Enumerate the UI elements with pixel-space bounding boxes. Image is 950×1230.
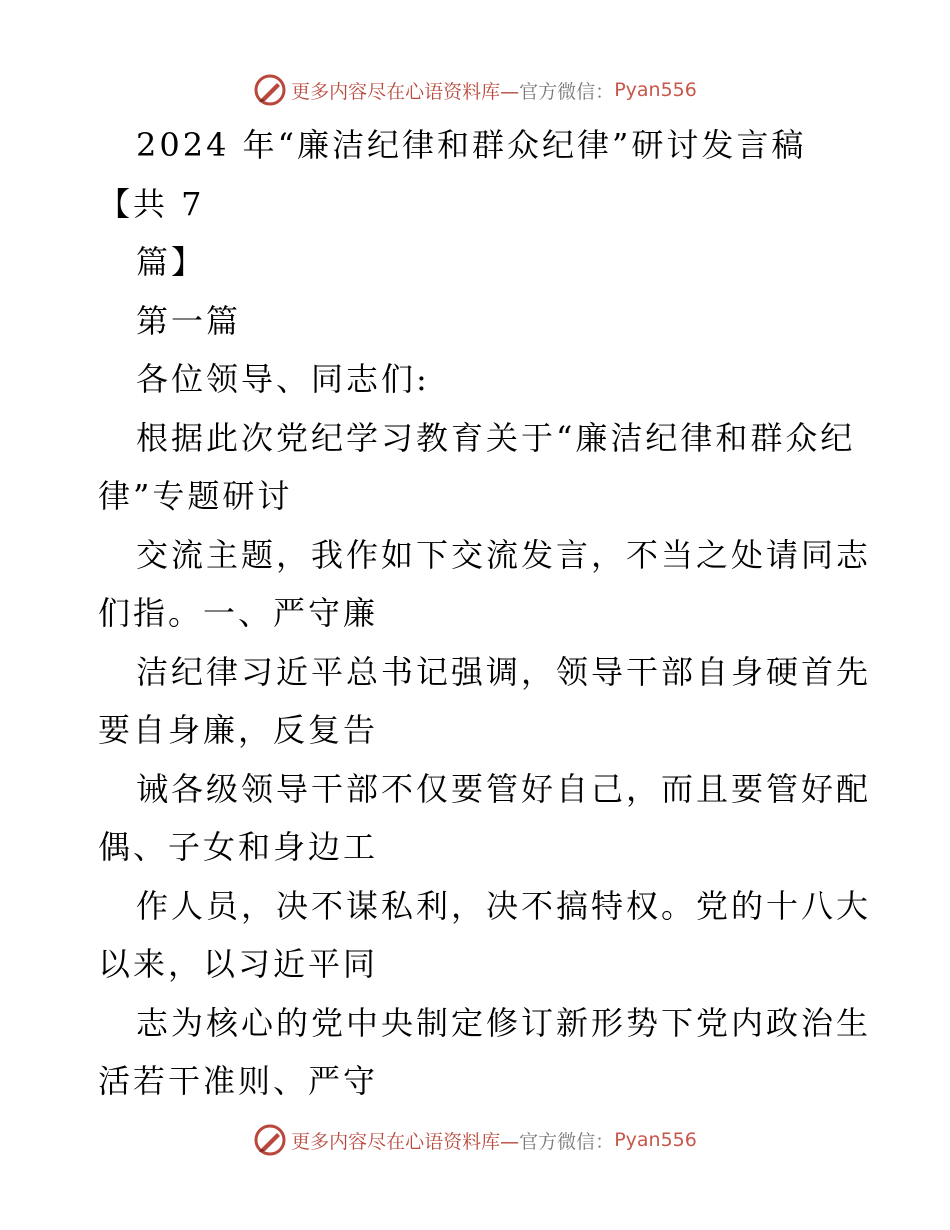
salutation: 各位领导、同志们: — [136, 360, 430, 398]
document-title: 2024 年“廉洁纪律和群众纪律”研讨发言稿 — [136, 126, 807, 164]
footer-banner — [0, 1120, 950, 1160]
text-line: 律”专题研讨 — [98, 477, 293, 515]
header-banner — [0, 70, 950, 110]
section-heading: 第一篇 — [136, 301, 242, 340]
header-text: 更多内容尽在心语资料库— — [291, 80, 520, 103]
text-line: 志为核心的党中央制定修订新形势下党内政治生 — [136, 1003, 872, 1042]
pen-logo-icon — [253, 1123, 287, 1157]
text-line: 根据此次党纪学习教育关于“廉洁纪律和群众纪 — [136, 418, 856, 457]
text-line: 偶、子女和身边工 — [98, 828, 379, 866]
text-line: 洁纪律习近平总书记强调，领导干部自身硬首先 — [136, 652, 872, 691]
text-line: 诫各级领导干部不仅要管好自己，而且要管好配 — [136, 769, 872, 808]
pen-logo-icon — [253, 73, 287, 107]
text-line: 交流主题，我作如下交流发言，不当之处请同志 — [136, 535, 872, 574]
footer-wechat-label: 官方微信： — [519, 1130, 615, 1153]
footer-account: Pyan556 — [614, 1129, 697, 1151]
header-wechat-label: 官方微信： — [519, 80, 615, 103]
text-line: 活若干准则、严守 — [98, 1062, 379, 1100]
text-line: 要自身廉，反复告 — [98, 711, 379, 749]
text-line: 们指。一、严守廉 — [98, 594, 379, 632]
footer-text: 更多内容尽在心语资料库— — [291, 1130, 520, 1153]
header-account: Pyan556 — [614, 79, 697, 101]
text-line: 篇】 — [136, 243, 207, 281]
text-line: 【共 7 — [98, 184, 205, 223]
text-line: 以来，以习近平同 — [98, 945, 379, 983]
text-line: 作人员，决不谋私利，决不搞特权。党的十八大 — [136, 886, 872, 925]
document-body — [98, 116, 872, 1111]
